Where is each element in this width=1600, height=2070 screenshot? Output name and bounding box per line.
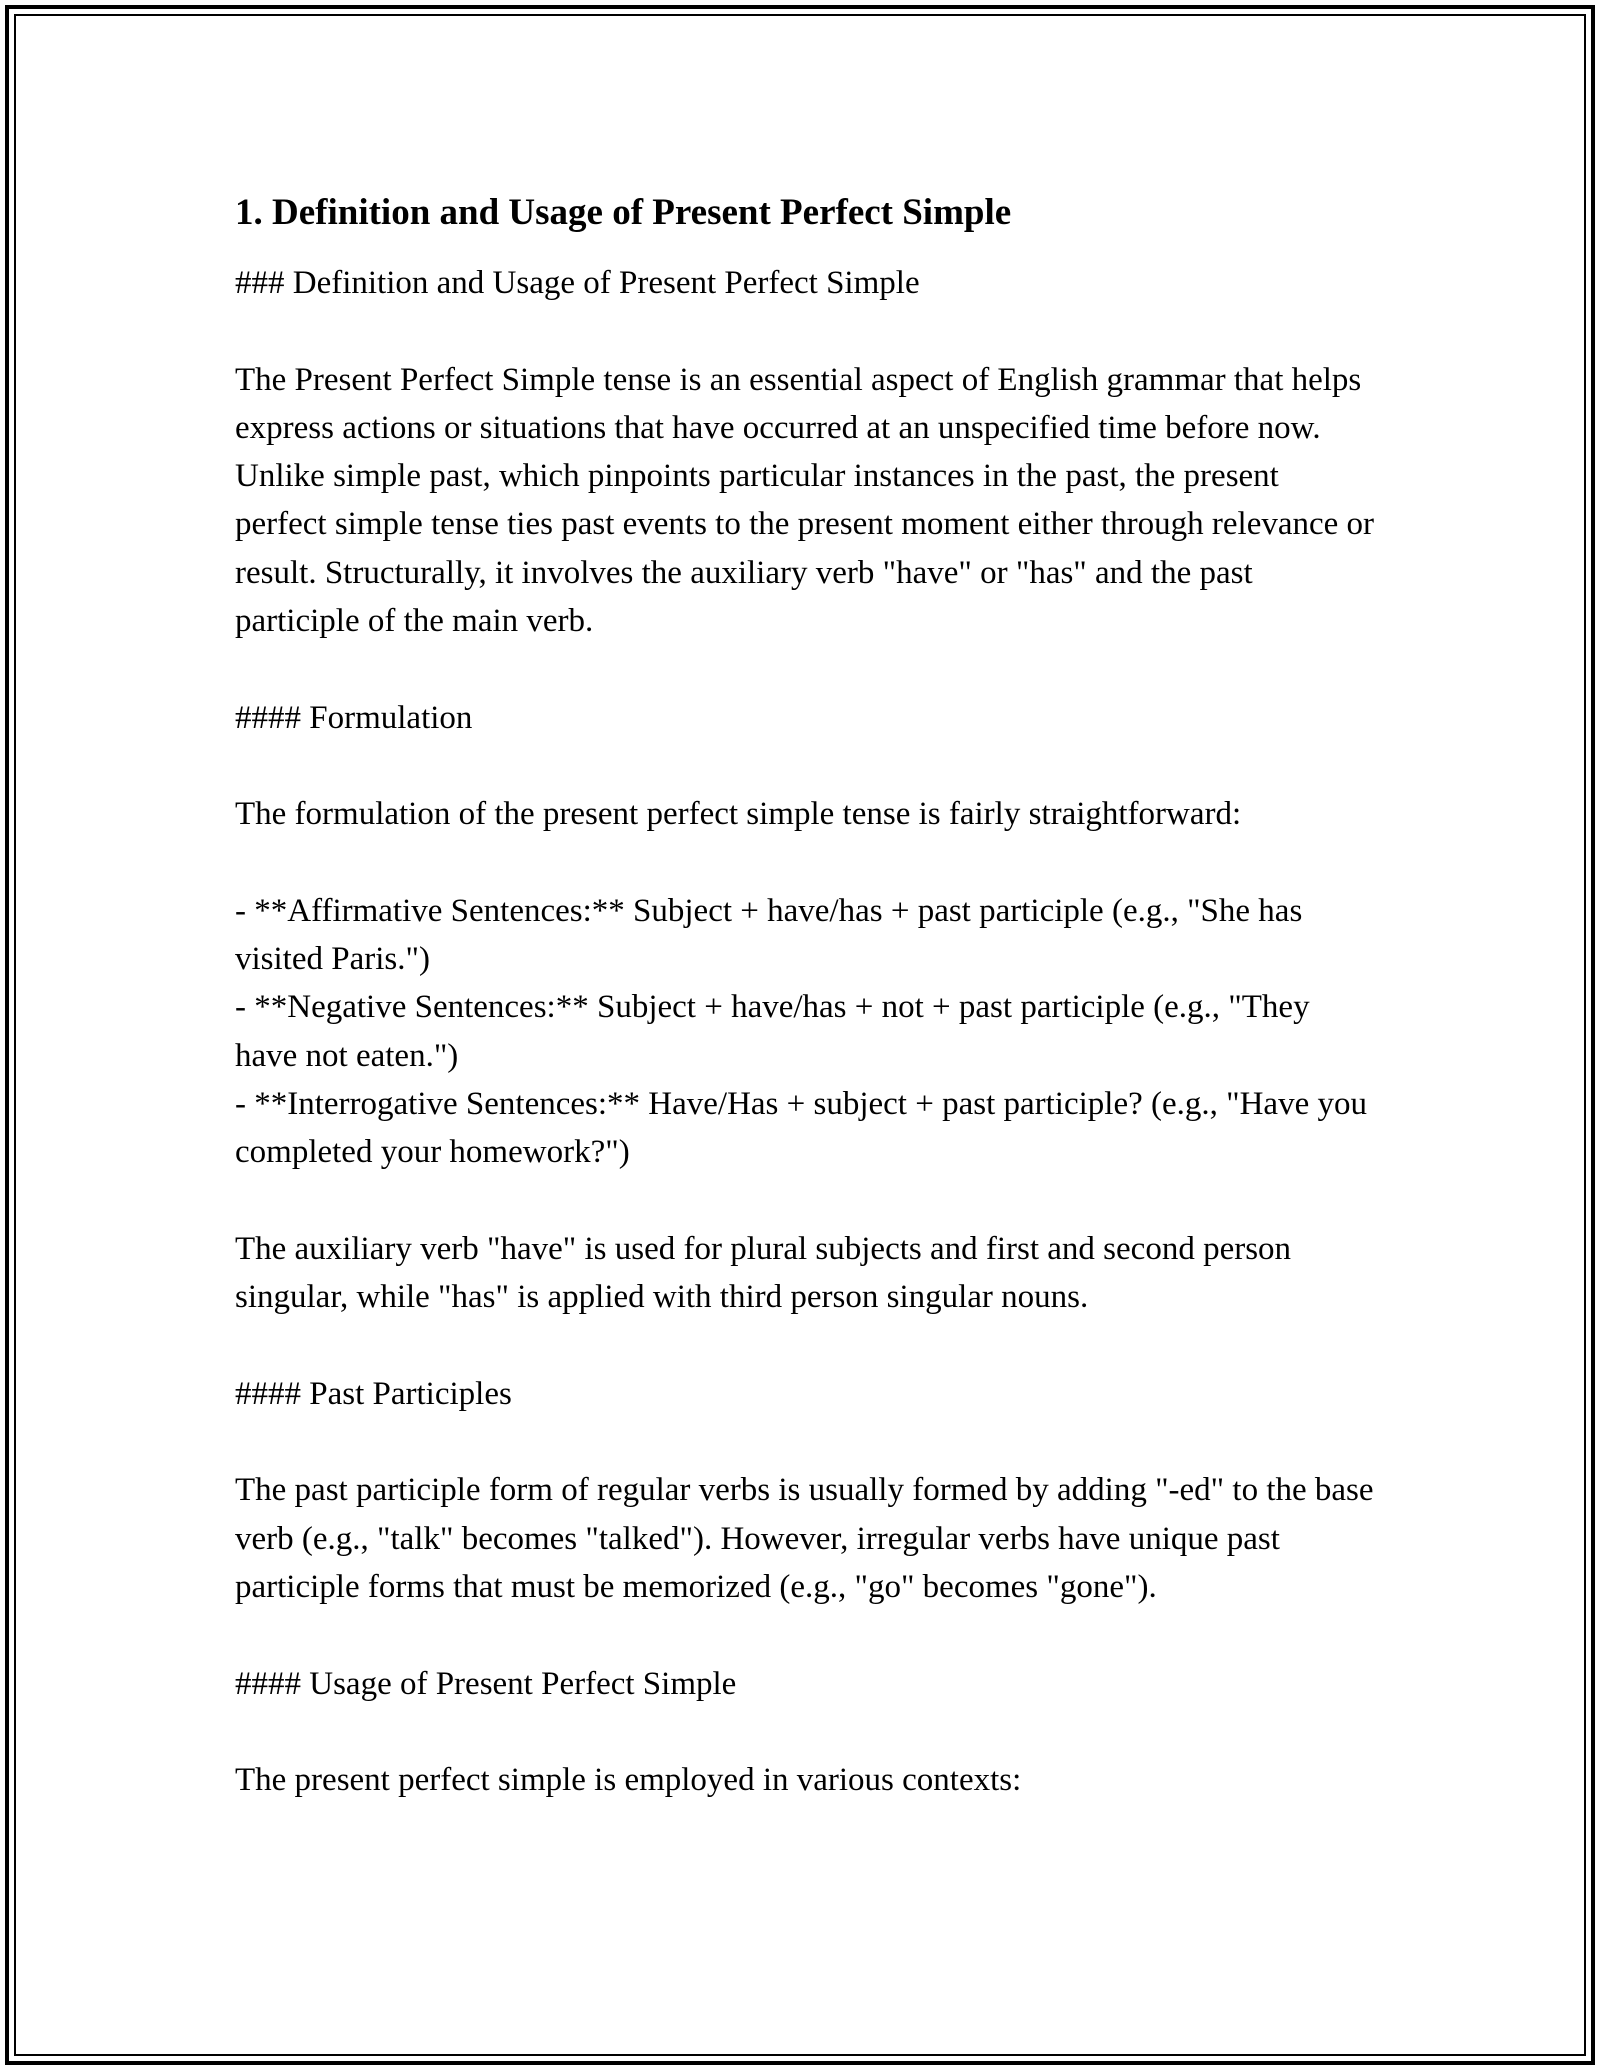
spacer xyxy=(235,1418,1375,1466)
document-body xyxy=(235,183,1383,1805)
spacer xyxy=(235,1322,1375,1370)
intro-paragraph: The Present Perfect Simple tense is an essential aspect of English grammar that helps express actions or situations that have occurred at an unspecified time before now. Unlike simple past, which pinpoints particular instances in the past, the present perfect simple tense ties past events to the present moment either through relevance or result. Structurally, it involves the auxiliary verb "have" or "has" and the past participle of the main verb. xyxy=(235,361,1383,640)
participles-paragraph: The past participle form of regular verbs is usually formed by adding "-ed" to the base verb (e.g., "talk" becomes "talked"). However, irregular verbs have unique past participle forms that must be memorized (e.g., "go" becomes "gone"). xyxy=(235,1472,1382,1606)
formulation-intro: The formulation of the present perfect simple tense is fairly straightforward: xyxy=(235,796,1242,833)
spacer xyxy=(235,839,1375,887)
spacer xyxy=(235,1177,1375,1225)
spacer xyxy=(235,645,1375,693)
document-title: 1. Definition and Usage of Present Perfect Simple xyxy=(235,192,1012,233)
spacer xyxy=(235,1708,1375,1756)
usage-heading: #### Usage of Present Perfect Simple xyxy=(235,1665,737,1702)
list-item-negative: - **Negative Sentences:** Subject + have/has + not + past participle (e.g., "They have not eaten.") xyxy=(235,989,1318,1074)
spacer xyxy=(235,742,1375,790)
spacer xyxy=(235,1611,1375,1659)
usage-intro: The present perfect simple is employed in various contexts: xyxy=(235,1762,1022,1799)
subheading: ### Definition and Usage of Present Perfect Simple xyxy=(235,265,920,301)
list-item-interrogative: - **Interrogative Sentences:** Have/Has + subject + past participle? (e.g., "Have you completed your homework?") xyxy=(235,1086,1376,1171)
auxiliary-paragraph: The auxiliary verb "have" is used for plural subjects and first and second person singular, while "has" is applied with third person singular nouns. xyxy=(235,1230,1300,1316)
formulation-heading: #### Formulation xyxy=(235,699,473,736)
spacer xyxy=(235,307,1375,355)
participles-heading: #### Past Participles xyxy=(235,1375,512,1412)
list-item-affirmative: - **Affirmative Sentences:** Subject + have/has + past participle (e.g., "She has visited Paris.") xyxy=(235,892,1311,978)
